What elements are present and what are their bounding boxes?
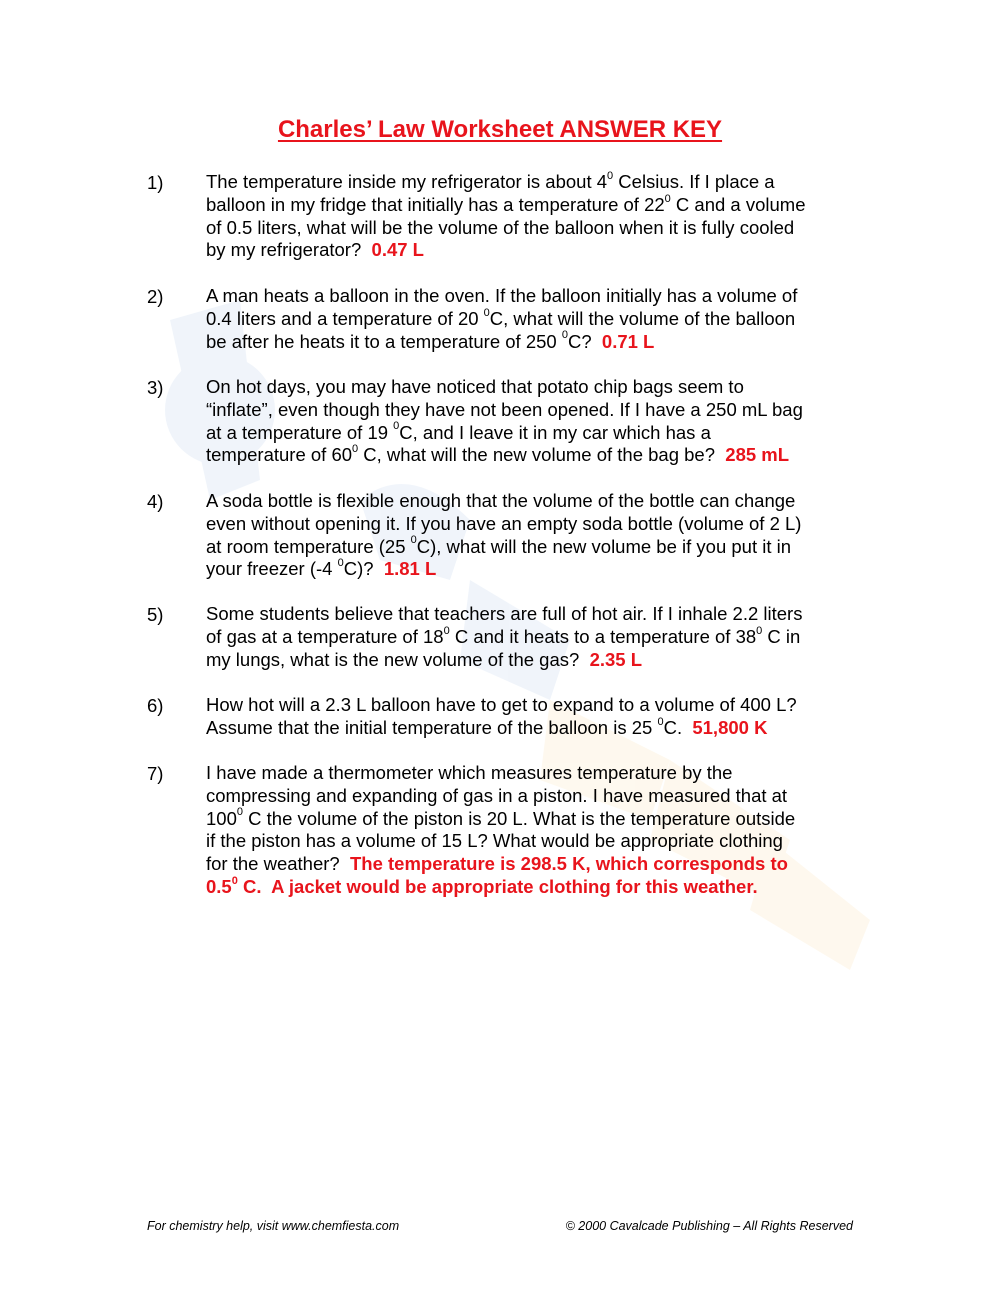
question-text: A soda bottle is flexible enough that the volume of the bottle can change even without opening it. If you have an empty soda bottle (volume of 2 L) at room temperature (25 $^0$C), what will the new volume be if you put it in your freezer (-4 $^0$C)? 1.81 L [206,490,802,580]
question-number: 2) [147,286,164,307]
question-text: On hot days, you may have noticed that potato chip bags seem to “inflate”, even though they have not been opened. If I have a 250 mL bag at a temperature of 19 $^0$C, and I leave it in my car which has a temperature of $60^0$ C, what will the new volume of the bag be? 285 mL [206,376,803,466]
answer: 1.81 L [383,558,437,580]
question-number: 5) [147,604,164,625]
page-title: Charles’ Law Worksheet ANSWER KEY [277,116,723,143]
question-text: A man heats a balloon in the oven. If the balloon initially has a volume of 0.4 liters and a temperature of 20 $^0$C, what will the volume of the balloon be after he heats it to a temperature of 250 $^0$C? 0.71 L [206,285,798,352]
question-number: 1) [147,172,164,193]
footer-copyright: © 2000 Cavalcade Publishing – All Rights Reserved [565,1219,853,1233]
answer: 2.35 L [589,648,643,670]
question-number: 3) [147,377,164,398]
answer: 51,800 K [692,716,768,738]
answer: 0.71 L [601,330,655,352]
answer: The temperature is 298.5 K, which corresponds to [349,853,788,875]
answer-continued: $0.5^0$ C. A jacket would be appropriate clothing for this weather. [206,874,758,897]
question-text: I have made a thermometer which measures temperature by the compressing and expanding of gas in a piston. I have measured that at $100^0$ C the volume of the piston is 20 L. What is the temperature outside if the piston has a volume of 15 L? What would be appropriate clothing for the weather? The temperature is 298.5 K, which corresponds to $0.5^0$ C. A jacket would be appropriate clothing for this weather. [206,762,866,899]
question-number: 7) [147,763,164,784]
answer: 285 mL [725,444,790,466]
answer: 0.47 L [371,239,424,261]
question-text: The temperature inside my refrigerator is about $4^0$ Celsius. If I place a balloon in my fridge that initially has a temperature of $22^0$ C and a volume of 0.5 liters, what will be the volume of the balloon when it is fully cooled by my refrigerator? 0.47 L [206,169,806,261]
question-number: 6) [147,695,164,716]
question-number: 4) [147,491,164,512]
footer-help-link-text: For chemistry help, visit www.chemfiesta.com [147,1219,400,1233]
question-text: Some students believe that teachers are full of hot air. If I inhale 2.2 liters of gas at a temperature of $18^0$ C and it heats to a temperature of $38^0$ C in my lungs, what is the new volume of the gas? 2.35 L [206,603,803,670]
question-text: How hot will a 2.3 L balloon have to get to expand to a volume of 400 L? Assume that the initial temperature of the balloon is 25 $^0$C. 51,800 K [206,694,797,738]
